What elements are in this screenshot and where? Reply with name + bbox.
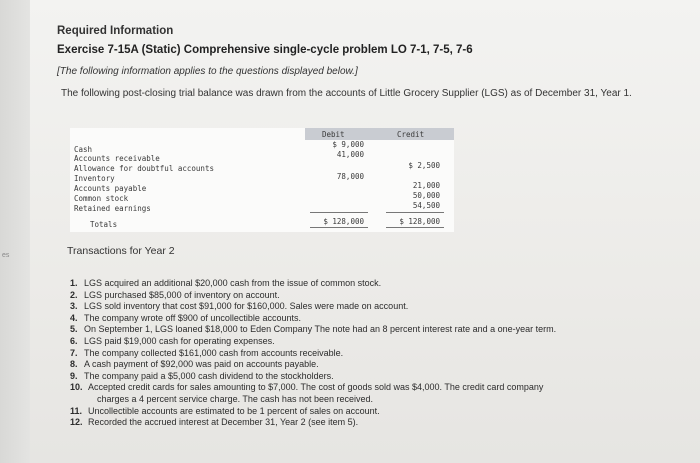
transaction-number: 4.	[70, 312, 78, 323]
transaction-number: 10.	[70, 382, 83, 393]
transaction-number: 9.	[70, 370, 78, 381]
transaction-text: The company collected $161,000 cash from accounts receivable.	[84, 347, 344, 358]
transaction-number: 11.	[70, 405, 83, 416]
transaction-text: LGS purchased $85,000 of inventory on account.	[84, 289, 280, 300]
transaction-item	[70, 324, 670, 336]
debit-total: $ 128,000	[323, 217, 364, 226]
transaction-item	[70, 417, 670, 429]
credit-total-rule	[386, 212, 444, 213]
debit-inventory: 78,000	[336, 172, 364, 181]
transaction-text: The company paid a $5,000 cash dividend to the stockholders.	[84, 370, 334, 381]
transaction-text: LGS sold inventory that cost $91,000 for $160,000. Sales were made on account.	[84, 301, 409, 312]
required-information-label: Required Information	[57, 25, 174, 37]
left-panel-edge	[0, 0, 30, 463]
account-accounts-payable: Accounts payable	[74, 184, 147, 193]
transaction-text: A cash payment of $92,000 was paid on accounts payable.	[84, 359, 319, 370]
credit-double-rule	[386, 227, 444, 228]
transaction-text: LGS acquired an additional $20,000 cash from the issue of common stock.	[84, 278, 382, 288]
transaction-item	[70, 336, 670, 348]
account-common-stock: Common stock	[74, 194, 129, 203]
debit-double-rule	[310, 227, 368, 228]
debit-column-header: Debit	[322, 130, 345, 139]
debit-accounts-receivable: 41,000	[336, 150, 364, 159]
exercise-title: Exercise 7-15A (Static) Comprehensive single-cycle problem LO 7-1, 7-5, 7-6	[57, 44, 473, 56]
transaction-number: 6.	[70, 335, 78, 346]
transaction-item	[70, 278, 670, 290]
transaction-text: The company wrote off $900 of uncollectible accounts.	[84, 312, 301, 323]
transaction-text: Recorded the accrued interest at December 31, Year 2 (see item 5).	[88, 417, 359, 428]
account-inventory: Inventory	[74, 174, 115, 183]
transaction-item	[70, 313, 670, 325]
transaction-number: 2.	[70, 289, 78, 300]
transaction-number: 12.	[70, 417, 83, 428]
transaction-number: 8.	[70, 359, 78, 370]
account-cash: Cash	[74, 145, 93, 154]
transaction-number: 1.	[70, 278, 78, 288]
transaction-text: On September 1, LGS loaned $18,000 to Eden Company The note had an 8 percent interest rate and a one-year term.	[84, 324, 557, 335]
transaction-text: LGS paid $19,000 cash for operating expenses.	[84, 335, 275, 346]
transaction-number: 7.	[70, 347, 78, 358]
credit-accounts-payable: 21,000	[412, 181, 440, 190]
credit-allowance-doubtful: $ 2,500	[408, 161, 440, 170]
transaction-item	[70, 371, 670, 383]
transaction-number: 3.	[70, 301, 78, 312]
transaction-item	[70, 290, 670, 302]
intro-paragraph: The following post-closing trial balance was drawn from the accounts of Little Grocery Supplier (LGS) as of December 31, Year 1.	[61, 88, 632, 99]
left-panel-mark: es	[2, 252, 10, 259]
debit-total-rule	[310, 212, 368, 213]
transactions-list	[70, 278, 670, 429]
transaction-text-continued: charges a 4 percent service charge. The cash has not been received.	[97, 393, 373, 404]
instruction-note: [The following information applies to the questions displayed below.]	[57, 66, 358, 77]
transaction-item	[70, 301, 670, 313]
account-totals: Totals	[90, 220, 118, 229]
credit-column-header: Credit	[397, 130, 425, 139]
transaction-item	[70, 359, 670, 371]
transaction-number: 5.	[70, 324, 78, 335]
transaction-item	[70, 348, 670, 360]
transaction-text: Accepted credit cards for sales amounting to $7,000. The cost of goods sold was $4,000. The credit card company	[88, 382, 544, 393]
transactions-heading: Transactions for Year 2	[67, 245, 175, 257]
trial-balance-table	[70, 128, 454, 232]
debit-cash: $ 9,000	[332, 140, 364, 149]
transaction-item	[70, 406, 670, 418]
transaction-item	[70, 382, 670, 405]
credit-total: $ 128,000	[399, 217, 440, 226]
account-accounts-receivable: Accounts receivable	[74, 154, 160, 163]
account-retained-earnings: Retained earnings	[74, 204, 151, 213]
account-allowance-doubtful: Allowance for doubtful accounts	[74, 164, 214, 173]
transaction-text: Uncollectible accounts are estimated to be 1 percent of sales on account.	[88, 405, 380, 416]
credit-common-stock: 50,000	[412, 191, 440, 200]
credit-retained-earnings: 54,500	[412, 201, 440, 210]
